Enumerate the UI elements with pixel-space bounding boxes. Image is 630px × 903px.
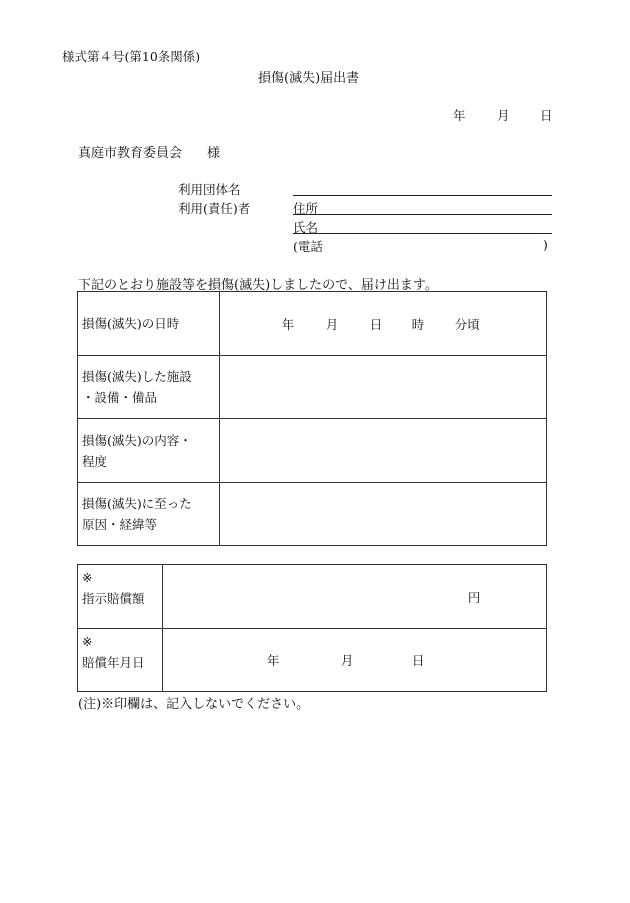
row-label: 賠償年月日	[82, 655, 145, 670]
compensation-date-label-cell	[78, 629, 163, 692]
date-year-label: 年	[453, 108, 466, 123]
row-label: 損傷(滅失)の日時	[82, 316, 180, 331]
name-field[interactable]	[293, 233, 552, 234]
row-label: 損傷(滅失)の内容・	[82, 432, 192, 448]
damage-details-table	[77, 291, 547, 546]
facility-label-cell	[78, 356, 220, 419]
comp-day-unit: 日	[411, 653, 425, 668]
table-row	[78, 292, 547, 356]
compensation-date-value-cell[interactable]	[162, 629, 546, 692]
datetime-minute-unit: 分頃	[454, 316, 480, 332]
document-title: 損傷(滅失)届出書	[258, 71, 360, 86]
row-label: 損傷(滅失)に至った	[82, 496, 192, 511]
facility-value-cell[interactable]	[219, 356, 546, 419]
organization-name-label: 利用団体名	[178, 182, 241, 197]
name-label: 氏名	[293, 220, 319, 235]
table-row	[78, 419, 547, 483]
footnote: (注)※印欄は、記入しないでください。	[78, 697, 310, 712]
row-label: ・設備・備品	[82, 390, 158, 405]
row-label: 原因・経緯等	[82, 517, 158, 532]
date-month-label: 月	[497, 108, 510, 123]
address-field[interactable]	[293, 214, 552, 215]
table-row	[78, 356, 547, 419]
organization-name-field[interactable]	[293, 195, 552, 196]
row-label: 指示賠償額	[82, 591, 145, 606]
yen-unit: 円	[467, 589, 481, 605]
cause-label-cell	[78, 483, 220, 546]
cause-value-cell[interactable]	[219, 483, 546, 546]
datetime-day-unit: 日	[369, 316, 383, 332]
responsible-person-label: 利用(責任)者	[178, 201, 251, 216]
datetime-value-cell[interactable]	[219, 292, 546, 356]
phone-label: (電話	[293, 239, 323, 254]
reserved-mark: ※	[82, 570, 93, 585]
row-label: 損傷(滅失)した施設	[82, 369, 192, 384]
content-label-cell	[78, 419, 220, 483]
table-row	[78, 629, 547, 692]
address-label: 住所	[293, 201, 319, 216]
addressee-honorific: 様	[207, 146, 221, 161]
reserved-mark: ※	[82, 634, 93, 649]
compensation-amount-value-cell[interactable]	[162, 565, 546, 629]
datetime-year-unit: 年	[281, 316, 295, 332]
compensation-table	[77, 564, 547, 692]
date-day-label: 日	[540, 108, 553, 123]
intro-text: 下記のとおり施設等を損傷(滅失)しましたので、届け出ます。	[78, 278, 438, 293]
datetime-month-unit: 月	[325, 316, 339, 332]
comp-month-unit: 月	[340, 653, 354, 668]
datetime-hour-unit: 時	[411, 316, 425, 332]
row-label: 程度	[82, 453, 108, 469]
datetime-label-cell	[78, 292, 220, 356]
form-number: 様式第４号(第10条関係)	[62, 49, 201, 64]
addressee-name: 真庭市教育委員会	[78, 146, 183, 161]
comp-year-unit: 年	[266, 653, 280, 668]
table-row	[78, 483, 547, 546]
table-row	[78, 565, 547, 629]
content-value-cell[interactable]	[219, 419, 546, 483]
phone-close-paren: )	[543, 237, 548, 252]
compensation-amount-label-cell	[78, 565, 163, 629]
